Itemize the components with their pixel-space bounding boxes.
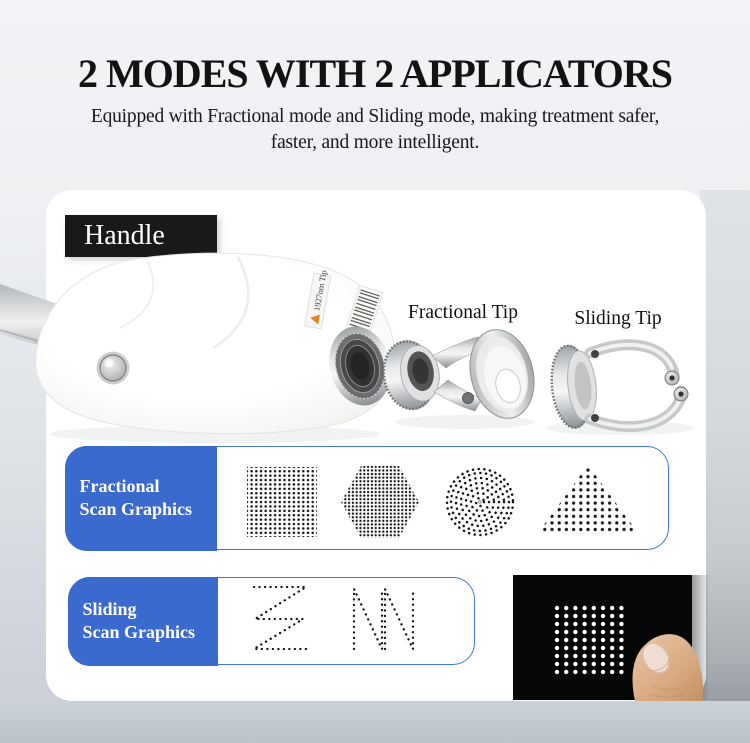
scan-pattern-triangle — [538, 465, 638, 533]
thumb-photo — [590, 586, 710, 701]
sliding-tip-label: Sliding Tip — [574, 308, 662, 329]
handle-button — [97, 352, 130, 385]
page-subtitle — [0, 104, 750, 156]
fractional-tip-label: Fractional Tip — [408, 302, 518, 323]
handle-badge-label: Handle — [84, 220, 165, 251]
scan-pattern-circle-rings — [447, 469, 513, 535]
sliding-tip-photo — [545, 342, 695, 435]
subtitle-line-1: Equipped with Fractional mode and Sliding mode, making treatment safer, — [90, 106, 660, 127]
scan-pattern-hexagon — [341, 466, 419, 538]
scan-pattern-n-first — [354, 589, 382, 649]
scan-pattern-n-second — [385, 589, 413, 649]
subtitle-line-2: faster, and more intelligent. — [270, 132, 480, 153]
sliding-scan-tab — [68, 577, 218, 666]
fractional-scan-panel — [65, 446, 669, 550]
scan-pattern-zigzag-z — [254, 587, 306, 649]
spec-sticker-text: 1927nm Tip — [311, 269, 329, 312]
fractional-tip-photo — [378, 323, 543, 429]
fractional-scan-tab-line1: Fractional — [79, 476, 160, 496]
fractional-scan-tab — [65, 446, 217, 551]
fractional-scan-tab-line2: Scan Graphics — [79, 499, 193, 519]
bottom-band — [0, 701, 750, 743]
treatment-photo — [513, 575, 692, 700]
handle-photo — [0, 250, 750, 450]
sliding-scan-panel — [68, 577, 475, 665]
page-title: 2 MODES WITH 2 APPLICATORS — [77, 51, 673, 96]
sliding-scan-tab-line1: Sliding — [82, 599, 137, 619]
scan-pattern-square — [247, 467, 317, 537]
sliding-scan-tab-line2: Scan Graphics — [82, 622, 196, 642]
